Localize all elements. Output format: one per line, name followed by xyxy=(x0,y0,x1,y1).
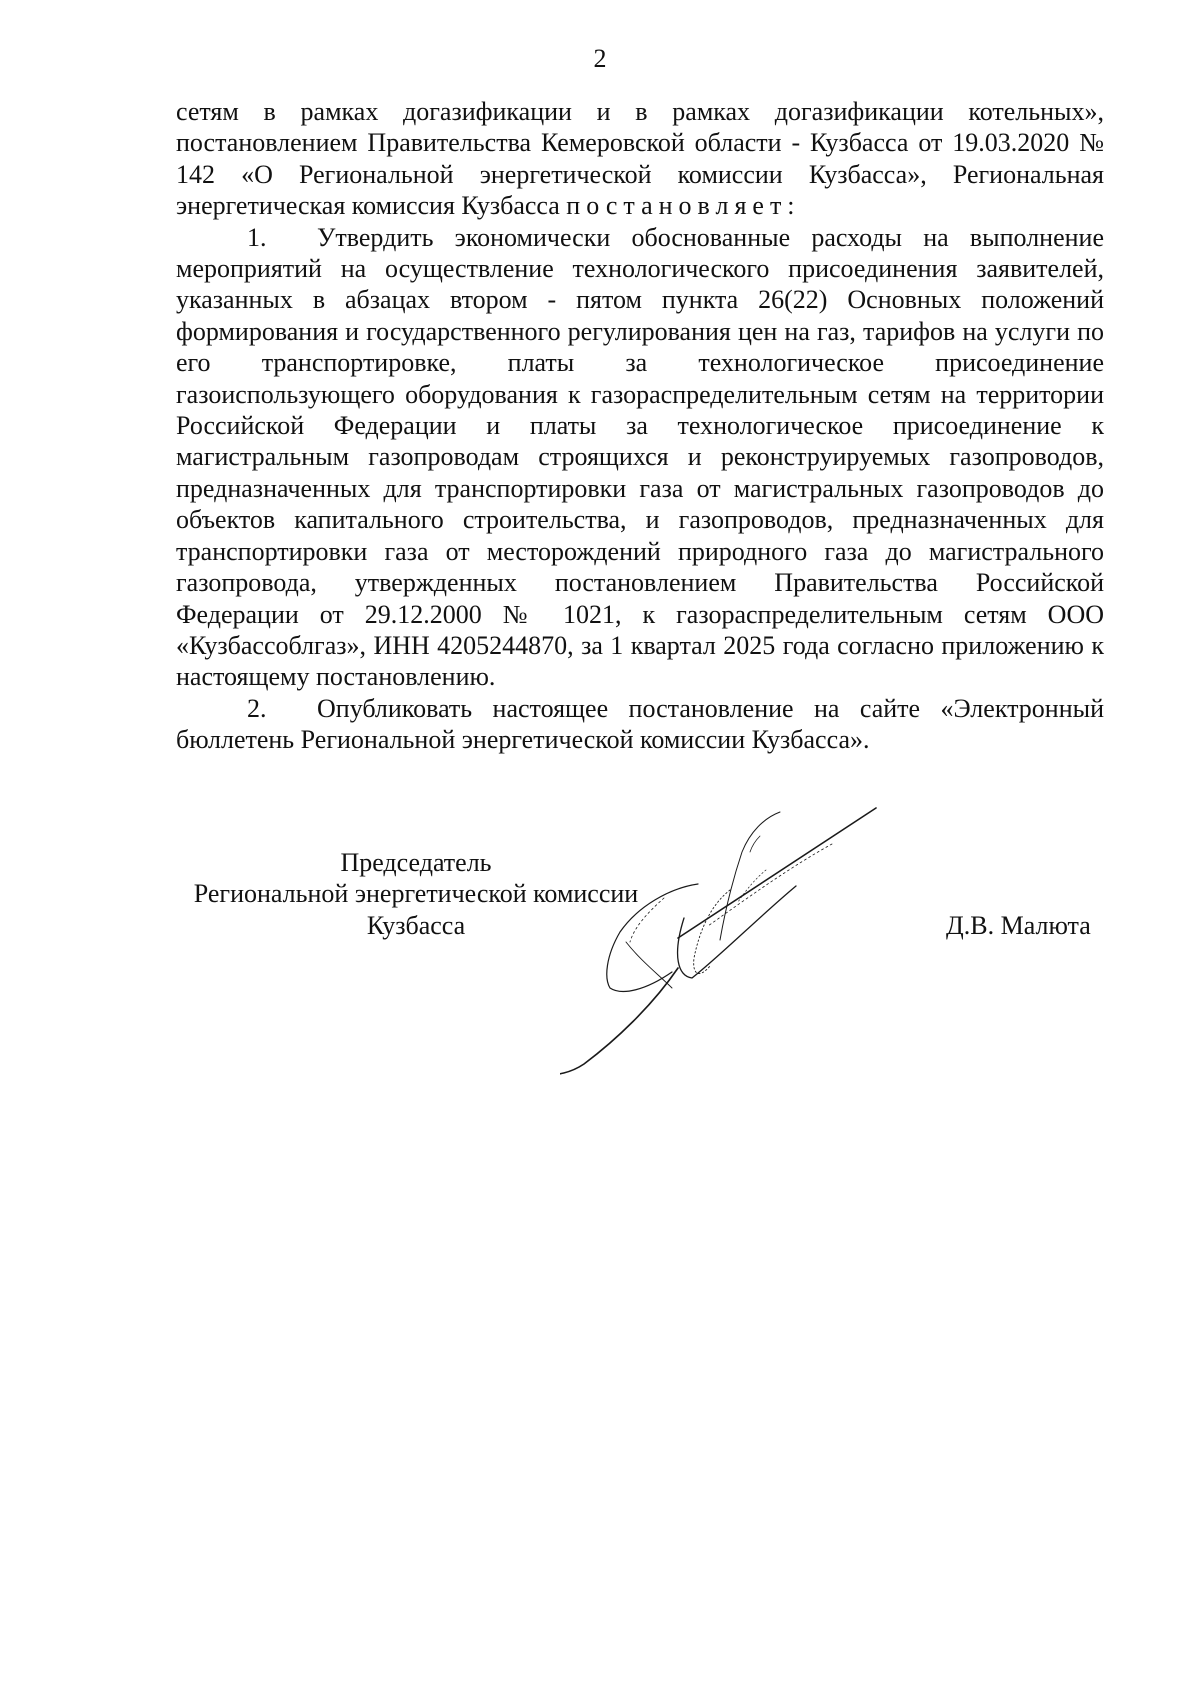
page-number: 2 xyxy=(593,44,607,73)
item-text: Опубликовать настоящее постановление на сайте «Электронный бюллетень Региональной энергетической комиссии Кузбасса». xyxy=(176,693,1104,755)
intro-paragraph xyxy=(176,96,1104,222)
handwritten-signature xyxy=(560,806,960,1116)
resolution-keyword: постановляет: xyxy=(566,191,801,221)
document-body xyxy=(176,96,1104,756)
intro-line-1: сетям в рамках догазификации и в рамках догазификации котельных», xyxy=(176,97,1104,126)
list-item xyxy=(176,693,1104,756)
signatory-title-line-1: Председатель xyxy=(340,848,492,877)
list-item xyxy=(176,222,1104,693)
signatory-name: Д.В. Малюта xyxy=(946,911,1091,940)
signatory-title-line-2: Региональной энергетической комиссии xyxy=(193,879,639,909)
item-number: 2. xyxy=(247,693,267,723)
intro-line-3: № 142 «О Региональной энергетической комиссии Кузбасса», xyxy=(176,128,1104,189)
item-number: 1. xyxy=(247,222,267,252)
item-text: Утвердить экономически обоснованные расходы на выполнение мероприятий на осуществление технологического присоединения заявителей, указанных в абзацах втором - пятом пункта 26(22) Основных положений формирования и государственного регулирования цен на газ, тарифов на услуги по его транспортировке, платы за технологическое присоединение газоиспользующего оборудования к газораспределительным сетям на территории Российской Федерации и платы за технологическое присоединение к магистральным газопроводам строящихся и реконструируемых газопроводов, предназначенных для транспортировки газа от магистральных газопроводов до объектов капитального строительства, и газопроводов, предназначенных для транспортировки газа от месторождений природного газа до магистрального газопровода, утвержденных постановлением Правительства Российской Федерации от 29.12.2000 № 1021, к газораспределительным сетям ООО «Кузбассоблгаз», ИНН 4205244870, за 1 квартал 2025 года согласно приложению к настоящему постановлению. xyxy=(176,222,1104,692)
intro-line-2: постановлением Правительства Кемеровской области - Кузбасса от 19.03.2020 xyxy=(176,128,1070,158)
intro-line-4-prefix: Региональная энергетическая комиссия Кузбасса xyxy=(176,159,1104,221)
signatory-title-line-3: Кузбасса xyxy=(366,910,466,940)
